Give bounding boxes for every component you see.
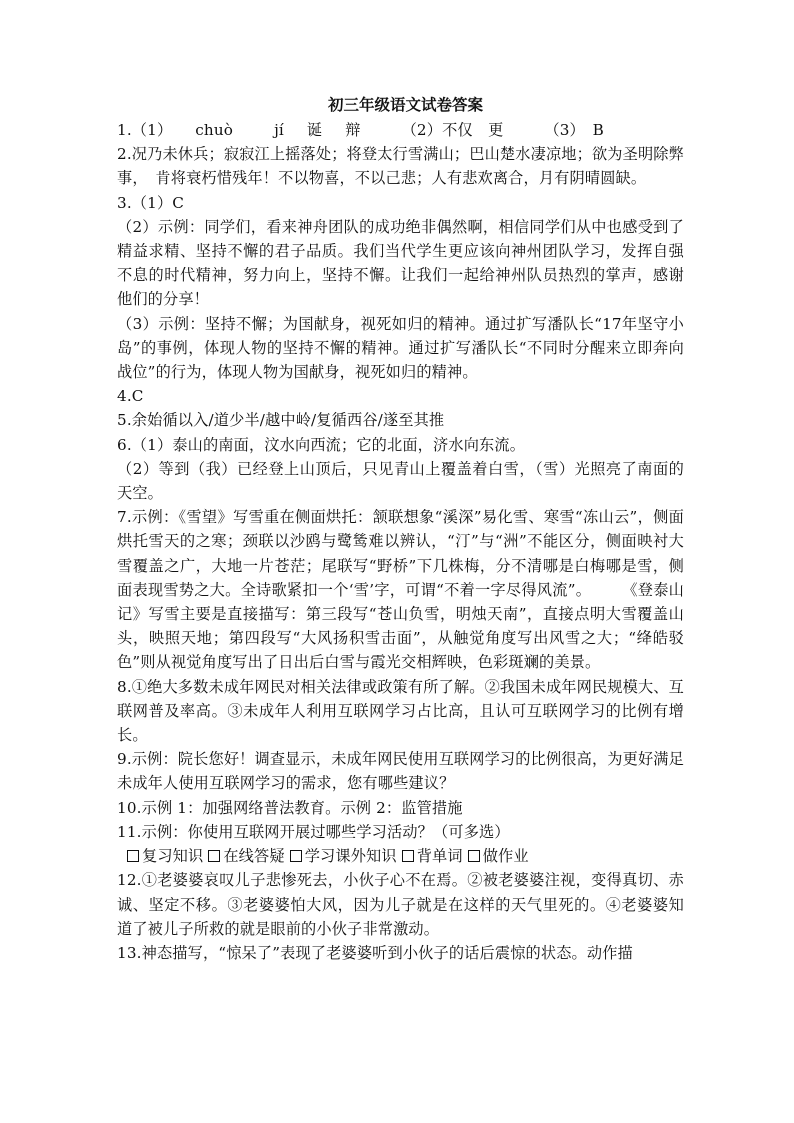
answer-5: 5.余始循以入/道少半/越中岭/复循西谷/遂至其推 bbox=[117, 411, 445, 430]
option-label: 在线答疑 bbox=[223, 847, 285, 866]
answer-12: 12.①老婆婆哀叹儿子悲惨死去，小伙子心不在焉。②被老婆婆注视，变得真切、赤诚、坚定不移。③老婆婆怕大风，因为儿子就是在这样的天气里死的。④老婆婆知道了被儿子所救的就是眼前的小伙子非常激动。 bbox=[117, 871, 684, 938]
answer-6-2: （2）等到（我）已经登上山顶后，只见青山上覆盖着白雪，（雪）光照亮了南面的天空。 bbox=[117, 459, 684, 503]
answer-11: 11.示例：你使用互联网开展过哪些学习活动？（可多选） bbox=[117, 822, 510, 841]
checkbox-icon bbox=[208, 850, 220, 862]
answer-13: 13.神态描写，“惊呆了”表现了老婆婆听到小伙子的话后震惊的状态。动作描 bbox=[117, 943, 633, 962]
answer-7-part-b: 《登泰山记》写雪主要是直接描写：第三段写“苍山负雪，明烛天南”，直接点明大雪覆盖山头，映照天地；第四段写“大风扬积雪击面”，从触觉角度写出风雪之大；“绛皓驳色”则从视觉角度写出了日出后白雪与霞光交相辉映，色彩斑斓的美景。 bbox=[117, 580, 684, 672]
page-title: 初三年级语文试卷答案 bbox=[327, 95, 483, 114]
checkbox-icon bbox=[468, 850, 480, 862]
char-c: 诞 bbox=[306, 121, 323, 139]
answer-9: 9.示例：院长您好！调查显示，未成年网民使用互联网学习的比例很高，为更好满足未成年人使用互联网学习的需求，您有哪些建议？ bbox=[117, 750, 684, 793]
option-label: 学习课外知识 bbox=[304, 847, 397, 866]
checkbox-icon bbox=[290, 850, 302, 862]
option-label: 复习知识 bbox=[142, 847, 204, 866]
answer-1-prefix: 1.（1） bbox=[117, 121, 173, 139]
answer-7-part-a: 7.示例：《雪望》写雪重在侧面烘托：颔联想象“溪深”易化雪、寒雪“冻山云”，侧面烘托雪天的之寒；颈联以沙鸥与鹭鸶难以辨认，“汀”与“洲”不能区分，侧面映衬大雪覆盖之广，大地一片苍茫；尾联写“野桥”下几株梅，分不清哪是白梅哪是雪，侧面表现雪势之大。全诗歌紧扣一个‘雪’字，可谓“不着一字尽得风流”。 bbox=[117, 508, 684, 599]
answer-7 bbox=[117, 505, 684, 674]
answer-3-3: （3）示例：坚持不懈；为国献身，视死如归的精神。通过扩写潘队长“17年坚守小岛”的事例，体现人物的坚持不懈的精神。通过扩写潘队长“不同时分醒来立即奔向战位”的行为，体现人物为国献身，视死如归的精神。 bbox=[117, 314, 684, 382]
answer-8: 8.①绝大多数未成年网民对相关法律或政策有所了解。②我国未成年网民规模大、互联网普及率高。③未成年人利用互联网学习占比高，且认可互联网学习的比例有增长。 bbox=[117, 677, 684, 745]
checkbox-icon bbox=[402, 850, 414, 862]
pinyin-b: jí bbox=[274, 121, 284, 139]
answer-11-options bbox=[117, 844, 684, 868]
char-d: 辩 bbox=[345, 121, 361, 139]
answer-6-1: 6.（1）泰山的南面，汶水向西流；它的北面，济水向东流。 bbox=[117, 435, 526, 454]
checkbox-icon bbox=[127, 850, 139, 862]
answer-1-part3: （3） B bbox=[544, 121, 604, 139]
answer-1 bbox=[117, 118, 684, 142]
answer-3-2: （2）示例：同学们，看来神舟团队的成功绝非偶然啊，相信同学们从中也感受到了精益求精、坚持不懈的君子品质。我们当代学生更应该向神州团队学习，发挥自强不息的时代精神，努力向上，坚持不懈。让我们一起给神州队员热烈的掌声，感谢他们的分享！ bbox=[117, 217, 684, 309]
answer-4: 4.C bbox=[117, 387, 144, 406]
pinyin-a: chuò bbox=[195, 121, 234, 139]
answer-3-1: 3.（1）C bbox=[117, 193, 185, 212]
answer-1-part2: （2）不仅 更 bbox=[401, 121, 504, 139]
option-label: 背单词 bbox=[416, 847, 463, 866]
answer-2: 2.况乃未休兵；寂寂江上摇落处；将登太行雪满山；巴山楚水凄凉地；欲为圣明除弊事， 肯将衰朽惜残年！不以物喜，不以己悲；人有悲欢离合，月有阴晴圆缺。 bbox=[117, 145, 684, 188]
option-label: 做作业 bbox=[482, 847, 529, 866]
answer-10: 10.示例 1：加强网络普法教育。示例 2：监管措施 bbox=[117, 798, 463, 817]
